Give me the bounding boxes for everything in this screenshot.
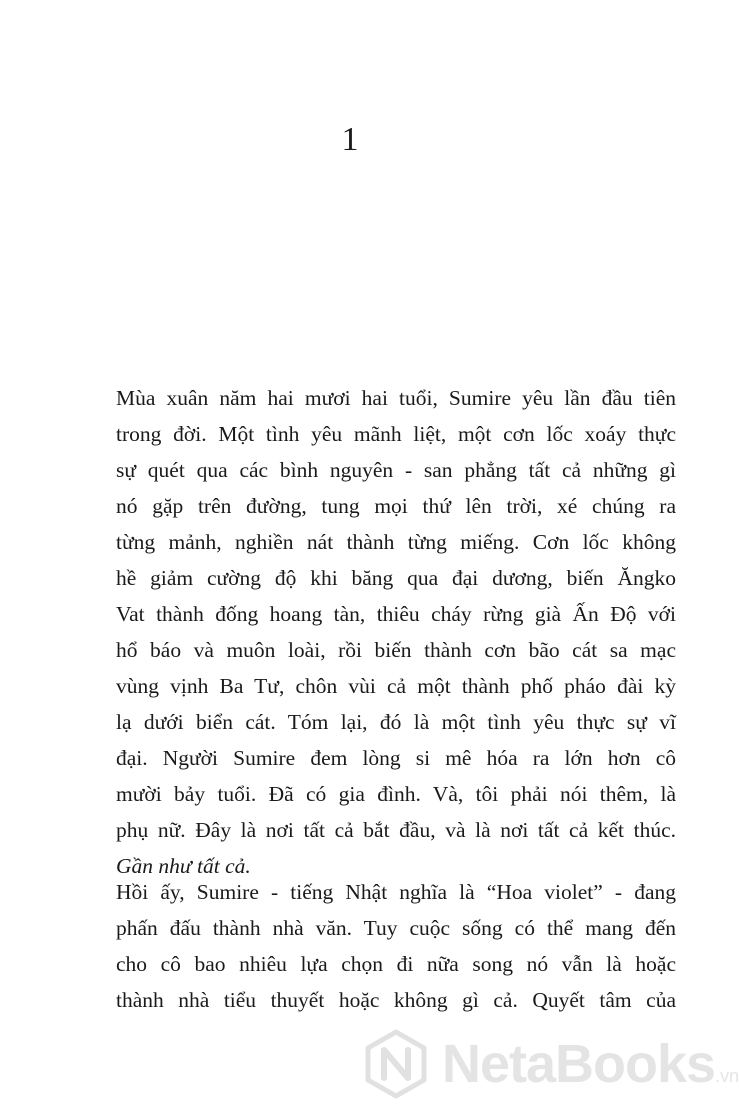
paragraph-1 <box>116 380 676 884</box>
text-line: thành nhà tiểu thuyết hoặc không gì cả. Quyết tâm của <box>116 988 676 1012</box>
text-line: lạ dưới biển cát. Tóm lại, đó là một tình yêu thực sự vĩ <box>116 710 676 734</box>
text-line: từng mảnh, nghiền nát thành từng miếng. Cơn lốc không <box>116 530 676 554</box>
text-line-italic: Gần như tất cả. <box>116 854 251 878</box>
text-line: đại. Người Sumire đem lòng si mê hóa ra lớn hơn cô <box>116 746 676 770</box>
watermark <box>360 1024 739 1104</box>
chapter-number: 1 <box>341 121 359 158</box>
text-line: Vat thành đống hoang tàn, thiêu cháy rừng già Ấn Độ với <box>116 602 676 626</box>
text-line: mười bảy tuổi. Đã có gia đình. Và, tôi phải nói thêm, là <box>116 782 676 806</box>
text-line: hề giảm cường độ khi băng qua đại dương, biến Ăngko <box>116 566 676 590</box>
text-line: Mùa xuân năm hai mươi hai tuổi, Sumire yêu lần đầu tiên <box>116 386 676 410</box>
text-line: hổ báo và muôn loài, rồi biến thành cơn bão cát sa mạc <box>116 638 676 662</box>
watermark-suffix: .vn <box>715 1066 739 1086</box>
text-line: Hồi ấy, Sumire - tiếng Nhật nghĩa là “Hoa violet” - đang <box>116 880 676 904</box>
text-line: vùng vịnh Ba Tư, chôn vùi cả một thành phố pháo đài kỳ <box>116 674 676 698</box>
paragraph-2 <box>116 874 676 1018</box>
text-line: trong đời. Một tình yêu mãnh liệt, một cơn lốc xoáy thực <box>116 422 676 446</box>
watermark-brand: NetaBooks.vn <box>442 1034 739 1094</box>
text-line: phụ nữ. Đây là nơi tất cả bắt đầu, và là nơi tất cả kết thúc. <box>116 818 676 842</box>
text-line: phấn đấu thành nhà văn. Tuy cuộc sống có thể mang đến <box>116 916 676 940</box>
netabooks-logo-icon <box>360 1028 432 1100</box>
text-line: nó gặp trên đường, tung mọi thứ lên trời, xé chúng ra <box>116 494 676 518</box>
text-line: cho cô bao nhiêu lựa chọn đi nữa song nó vẫn là hoặc <box>116 952 676 976</box>
text-line: sự quét qua các bình nguyên - san phẳng tất cả những gì <box>116 458 676 482</box>
